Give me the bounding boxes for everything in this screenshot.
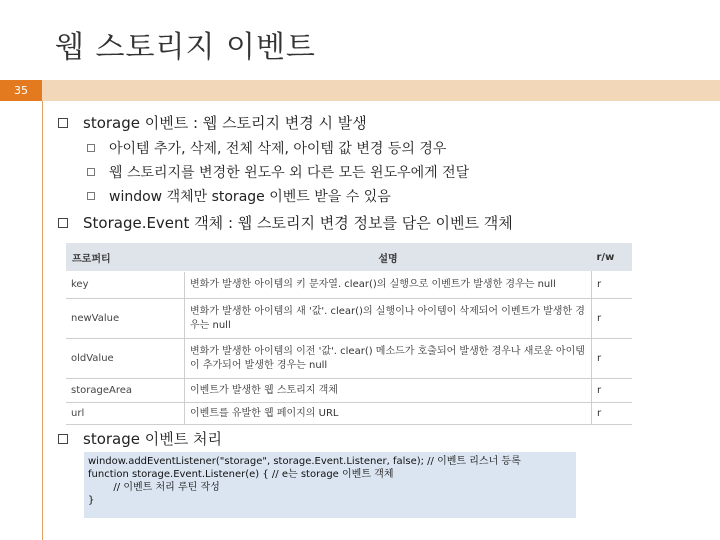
property-rw: r xyxy=(592,403,633,425)
square-bullet-icon xyxy=(58,218,68,228)
sub-bullet-text: 아이템 추가, 삭제, 전체 삭제, 아이템 값 변경 등의 경우 xyxy=(109,141,447,157)
table-row xyxy=(66,272,632,299)
sub-bullet-text: 웹 스토리지를 변경한 윈도우 외 다른 모든 윈도우에게 전달 xyxy=(109,165,470,181)
table-row xyxy=(66,403,632,425)
square-bullet-icon xyxy=(87,144,95,152)
bullet-text: storage 이벤트 처리 xyxy=(83,430,222,448)
bullet-storage-event xyxy=(58,112,367,133)
bullet-storage-event-handling xyxy=(58,428,222,449)
table-row xyxy=(66,379,632,403)
column-header-description: 설명 xyxy=(185,243,592,272)
property-rw: r xyxy=(592,299,633,339)
property-description: 이벤트를 유발한 웹 페이지의 URL xyxy=(185,403,592,425)
property-description: 변화가 발생한 아이템의 새 '값'. clear()의 실행이나 아이템이 삭제되어 이벤트가 발생한 경우는 null xyxy=(185,299,592,339)
bullet-storage-event-object xyxy=(58,212,513,233)
property-name: newValue xyxy=(66,299,185,339)
property-name: storageArea xyxy=(66,379,185,403)
storage-event-properties-table xyxy=(66,243,632,425)
title-divider-bar xyxy=(0,80,720,101)
slide-title: 웹 스토리지 이벤트 xyxy=(55,30,316,65)
property-name: oldValue xyxy=(66,339,185,379)
code-line: window.addEventListener("storage", storage.Event.Listener, false); // 이벤트 리스너 등록 xyxy=(88,456,521,467)
column-header-rw: r/w xyxy=(592,243,633,272)
table-row xyxy=(66,339,632,379)
property-name: key xyxy=(66,272,185,299)
property-rw: r xyxy=(592,379,633,403)
property-description: 변화가 발생한 아이템의 이전 '값'. clear() 메소드가 호출되어 발생한 경우나 새로운 아이템이 추가되어 발생한 경우는 null xyxy=(185,339,592,379)
code-example-box xyxy=(84,452,576,518)
sub-bullet xyxy=(87,138,446,158)
sub-bullet xyxy=(87,162,469,182)
square-bullet-icon xyxy=(58,118,68,128)
square-bullet-icon xyxy=(87,192,95,200)
square-bullet-icon xyxy=(87,168,95,176)
code-line: function storage.Event.Listener(e) { // e는 storage 이벤트 객체 xyxy=(88,469,394,480)
property-description: 이벤트가 발생한 웹 스토리지 객체 xyxy=(185,379,592,403)
code-line: // 이벤트 처리 루틴 작성 xyxy=(88,482,220,493)
bullet-text: Storage.Event 객체 : 웹 스토리지 변경 정보를 담은 이벤트 객체 xyxy=(83,214,513,232)
page-number: 35 xyxy=(0,80,42,101)
property-name: url xyxy=(66,403,185,425)
property-rw: r xyxy=(592,339,633,379)
bullet-text: storage 이벤트 : 웹 스토리지 변경 시 발생 xyxy=(83,114,367,132)
table-row xyxy=(66,299,632,339)
property-rw: r xyxy=(592,272,633,299)
column-header-property: 프로퍼티 xyxy=(66,243,185,272)
code-line: } xyxy=(88,495,95,506)
table-header-row xyxy=(66,243,632,272)
sub-bullet-text: window 객체만 storage 이벤트 받을 수 있음 xyxy=(109,189,391,205)
sub-bullet xyxy=(87,186,391,206)
property-description: 변화가 발생한 아이템의 키 문자열. clear()의 실행으로 이벤트가 발생한 경우는 null xyxy=(185,272,592,299)
left-accent-line xyxy=(42,101,43,540)
square-bullet-icon xyxy=(58,434,68,444)
